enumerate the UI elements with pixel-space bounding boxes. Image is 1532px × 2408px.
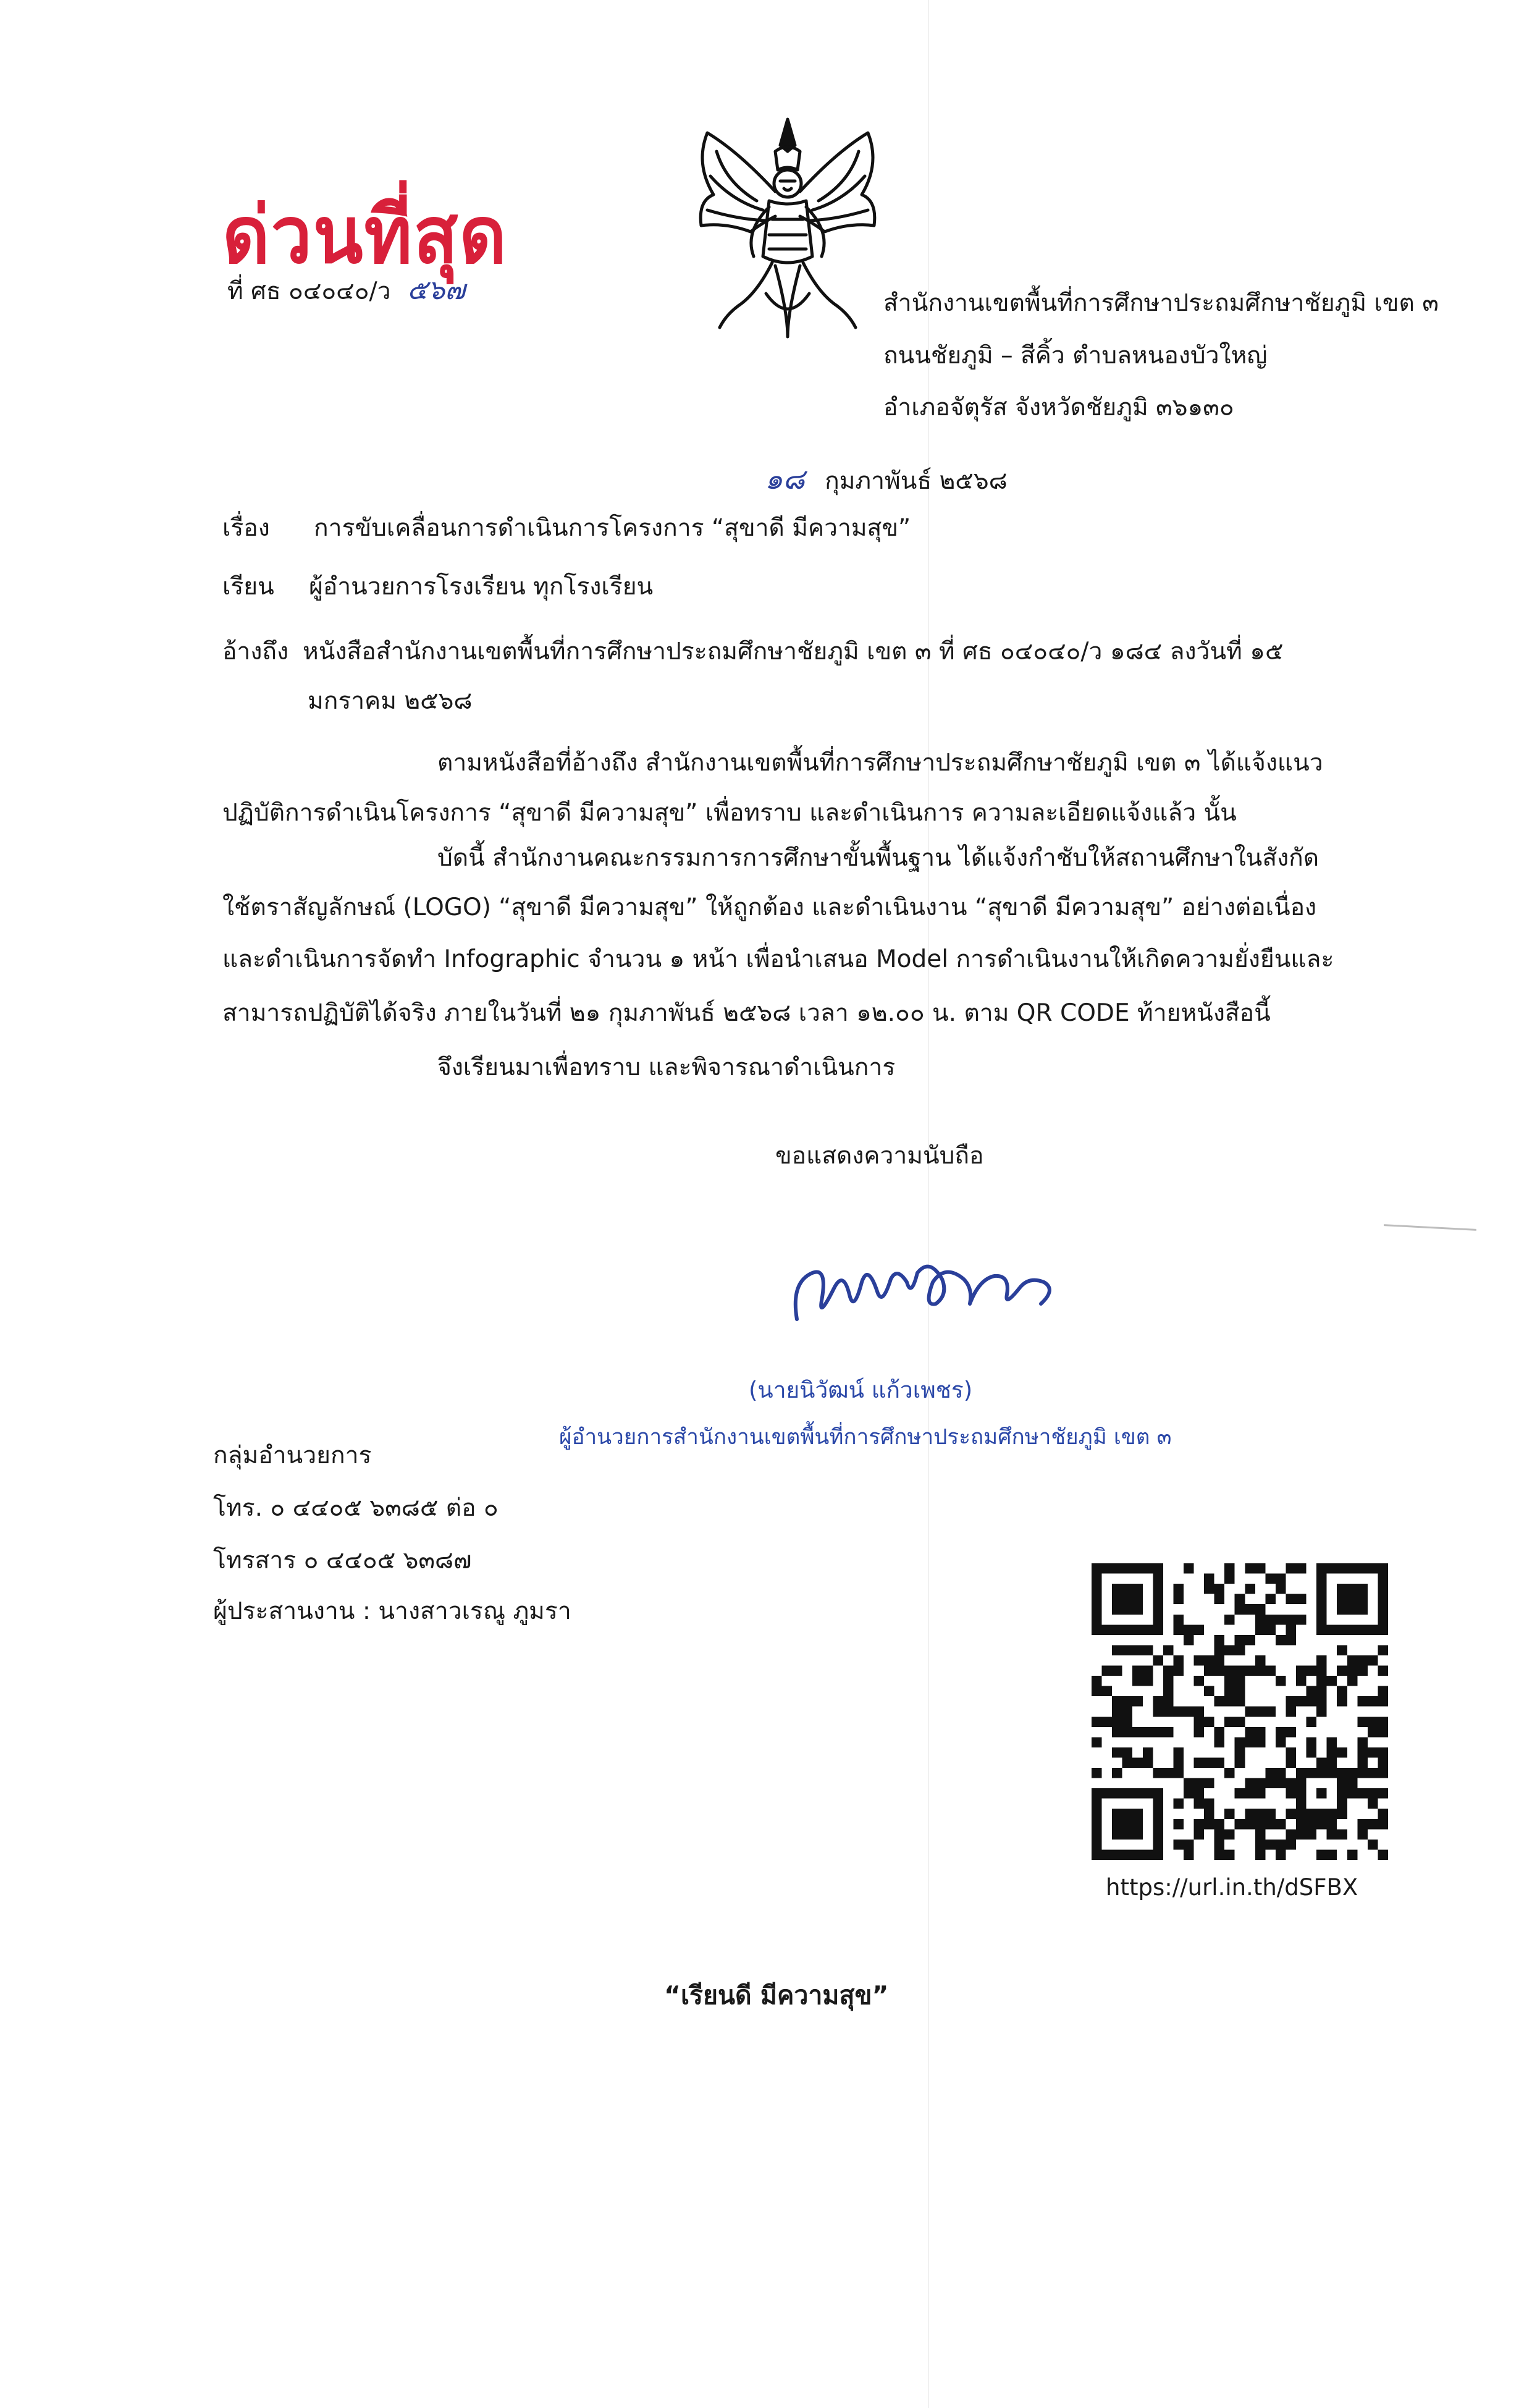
sender-line-3: อำเภอจัตุรัส จังหวัดชัยภูมิ ๓๖๑๓๐ [883,394,1234,421]
closing-salutation: ขอแสดงความนับถือ [775,1142,984,1170]
paragraph-1-line-2: ปฏิบัติการดำเนินโครงการ “สุขาดี มีความสุข” เพื่อทราบ และดำเนินการ ความละเอียดแจ้งแล้ว นั้น [222,799,1237,827]
date-day-handwritten: ๑๘ [765,462,805,496]
reference-line-2: มกราคม ๒๕๖๘ [308,687,473,715]
qr-code[interactable] [1092,1563,1388,1860]
recipient-text: ผู้อำนวยการโรงเรียน ทุกโรงเรียน [309,573,654,601]
qr-url[interactable]: https://url.in.th/dSFBX [1106,1874,1358,1901]
paragraph-2-line-4: สามารถปฏิบัติได้จริง ภายในวันที่ ๒๑ กุมภาพันธ์ ๒๕๖๘ เวลา ๑๒.๐๐ น. ตาม QR CODE ท้ายหนังสือนี้ [222,999,1271,1027]
document-date [765,462,1008,496]
paragraph-2-line-2: ใช้ตราสัญลักษณ์ (LOGO) “สุขาดี มีความสุข” ให้ถูกต้อง และดำเนินงาน “สุขาดี มีความสุข” อย่างต่อเนื่อง [222,893,1317,921]
signer-name: (นายนิวัฒน์ แก้วเพชร) [749,1377,973,1403]
sender-line-1: สำนักงานเขตพื้นที่การศึกษาประถมศึกษาชัยภูมิ เขต ๓ [883,289,1439,317]
paragraph-2-line-1: บัดนี้ สำนักงานคณะกรรมการการศึกษาขั้นพื้นฐาน ได้แจ้งกำชับให้สถานศึกษาในสังกัด [437,844,1319,872]
contact-coordinator: ผู้ประสานงาน : นางสาวเรณู ภูมรา [213,1597,571,1625]
garuda-emblem [683,108,893,346]
scan-mark [1384,1224,1476,1231]
reference-label: อ้างถึง [222,638,289,665]
signer-position: ผู้อำนวยการสำนักงานเขตพื้นที่การศึกษาประถมศึกษาชัยภูมิ เขต ๓ [559,1425,1172,1450]
paragraph-1-line-1: ตามหนังสือที่อ้างถึง สำนักงานเขตพื้นที่การศึกษาประถมศึกษาชัยภูมิ เขต ๓ ได้แจ้งแนว [437,749,1323,777]
document-number-printed: ที่ ศธ ๐๔๐๔๐/ว [227,277,391,305]
urgency-stamp: ด่วนที่สุด [222,188,508,281]
sender-line-2: ถนนชัยภูมิ – สีคิ้ว ตำบลหนองบัวใหญ่ [883,342,1268,370]
recipient-label: เรียน [222,573,274,601]
subject-label: เรื่อง [222,514,270,542]
contact-department: กลุ่มอำนวยการ [213,1442,372,1469]
document-number-handwritten: ๕๖๗ [406,274,466,306]
document-number [227,274,465,307]
handwritten-signature [785,1245,1063,1338]
subject-text: การขับเคลื่อนการดำเนินการโครงการ “สุขาดี มีความสุข” [314,514,911,542]
reference-line-1: หนังสือสำนักงานเขตพื้นที่การศึกษาประถมศึกษาชัยภูมิ เขต ๓ ที่ ศธ ๐๔๐๔๐/ว ๑๘๔ ลงวันที่ ๑๕ [303,638,1284,665]
paragraph-3: จึงเรียนมาเพื่อทราบ และพิจารณาดำเนินการ [437,1054,896,1081]
paragraph-2-line-3: และดำเนินการจัดทำ Infographic จำนวน ๑ หน้า เพื่อนำเสนอ Model การดำเนินงานให้เกิดความยั่งยืนและ [222,945,1334,973]
contact-fax: โทรสาร ๐ ๔๔๐๕ ๖๓๘๗ [213,1547,472,1574]
contact-phone: โทร. ๐ ๔๔๐๕ ๖๓๘๕ ต่อ ๐ [213,1494,499,1522]
date-month-year: กุมภาพันธ์ ๒๕๖๘ [825,467,1008,495]
footer-slogan: “เรียนดี มีความสุข” [664,1980,889,2010]
